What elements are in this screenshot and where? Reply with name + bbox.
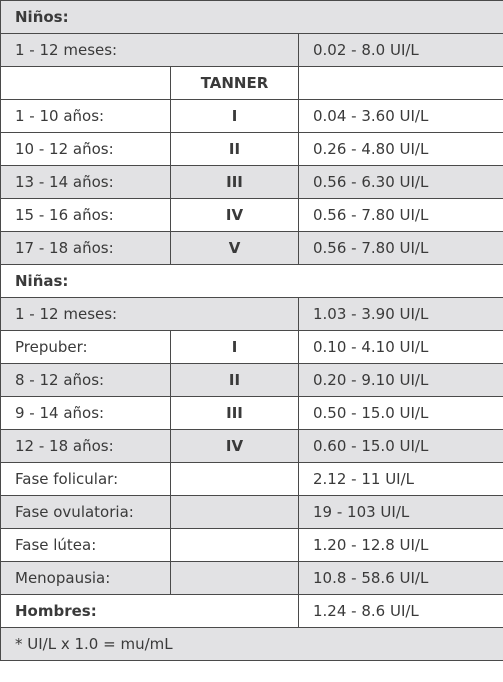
age-cell: 15 - 16 años:	[1, 199, 171, 232]
footnote-row	[1, 628, 503, 661]
tanner-stage-cell: III	[171, 166, 299, 199]
range-cell: 0.56 - 7.80 UI/L	[299, 199, 503, 232]
tanner-header-row	[1, 67, 503, 100]
range-cell: 0.26 - 4.80 UI/L	[299, 133, 503, 166]
tanner-stage-cell	[171, 463, 299, 496]
empty-cell	[299, 67, 503, 100]
empty-cell	[1, 67, 171, 100]
table-row	[1, 463, 503, 496]
range-cell: 1.03 - 3.90 UI/L	[299, 298, 503, 331]
range-cell: 1.24 - 8.6 UI/L	[299, 595, 503, 628]
table-row	[1, 34, 503, 67]
tanner-stage-cell: IV	[171, 199, 299, 232]
tanner-stage-cell	[171, 496, 299, 529]
hombres-row	[1, 595, 503, 628]
age-cell: 1 - 10 años:	[1, 100, 171, 133]
range-cell: 0.10 - 4.10 UI/L	[299, 331, 503, 364]
range-cell: 0.04 - 3.60 UI/L	[299, 100, 503, 133]
table-row	[1, 298, 503, 331]
table-row	[1, 133, 503, 166]
table-row	[1, 562, 503, 595]
tanner-stage-cell: I	[171, 100, 299, 133]
range-cell: 1.20 - 12.8 UI/L	[299, 529, 503, 562]
age-cell: Fase lútea:	[1, 529, 171, 562]
range-cell: 0.60 - 15.0 UI/L	[299, 430, 503, 463]
age-cell: Prepuber:	[1, 331, 171, 364]
ninos-section-row	[1, 1, 503, 34]
ninas-section-row	[1, 265, 503, 298]
hombres-label: Hombres:	[1, 595, 299, 628]
table-row	[1, 232, 503, 265]
tanner-stage-cell	[171, 562, 299, 595]
table-row	[1, 496, 503, 529]
age-cell: 1 - 12 meses:	[1, 34, 299, 67]
table-row	[1, 430, 503, 463]
age-cell: 1 - 12 meses:	[1, 298, 299, 331]
age-cell: 17 - 18 años:	[1, 232, 171, 265]
table-row	[1, 529, 503, 562]
table-row	[1, 166, 503, 199]
footnote: * UI/L x 1.0 = mu/mL	[1, 628, 503, 661]
range-cell: 2.12 - 11 UI/L	[299, 463, 503, 496]
range-cell: 0.50 - 15.0 UI/L	[299, 397, 503, 430]
age-cell: 9 - 14 años:	[1, 397, 171, 430]
tanner-stage-cell	[171, 529, 299, 562]
age-cell: 12 - 18 años:	[1, 430, 171, 463]
table-row	[1, 397, 503, 430]
age-cell: 8 - 12 años:	[1, 364, 171, 397]
age-cell: Fase ovulatoria:	[1, 496, 171, 529]
table-row	[1, 199, 503, 232]
range-cell: 0.02 - 8.0 UI/L	[299, 34, 503, 67]
tanner-header: TANNER	[171, 67, 299, 100]
tanner-stage-cell: V	[171, 232, 299, 265]
range-cell: 0.20 - 9.10 UI/L	[299, 364, 503, 397]
age-cell: Menopausia:	[1, 562, 171, 595]
age-cell: 13 - 14 años:	[1, 166, 171, 199]
table-row	[1, 331, 503, 364]
range-cell: 19 - 103 UI/L	[299, 496, 503, 529]
tanner-stage-cell: II	[171, 133, 299, 166]
tanner-stage-cell: III	[171, 397, 299, 430]
table-row	[1, 100, 503, 133]
tanner-stage-cell: IV	[171, 430, 299, 463]
table-row	[1, 364, 503, 397]
tanner-stage-cell: II	[171, 364, 299, 397]
range-cell: 10.8 - 58.6 UI/L	[299, 562, 503, 595]
tanner-stage-cell: I	[171, 331, 299, 364]
range-cell: 0.56 - 7.80 UI/L	[299, 232, 503, 265]
ninas-heading: Niñas:	[1, 265, 503, 298]
age-cell: 10 - 12 años:	[1, 133, 171, 166]
range-cell: 0.56 - 6.30 UI/L	[299, 166, 503, 199]
age-cell: Fase folicular:	[1, 463, 171, 496]
ninos-heading: Niños:	[1, 1, 503, 34]
